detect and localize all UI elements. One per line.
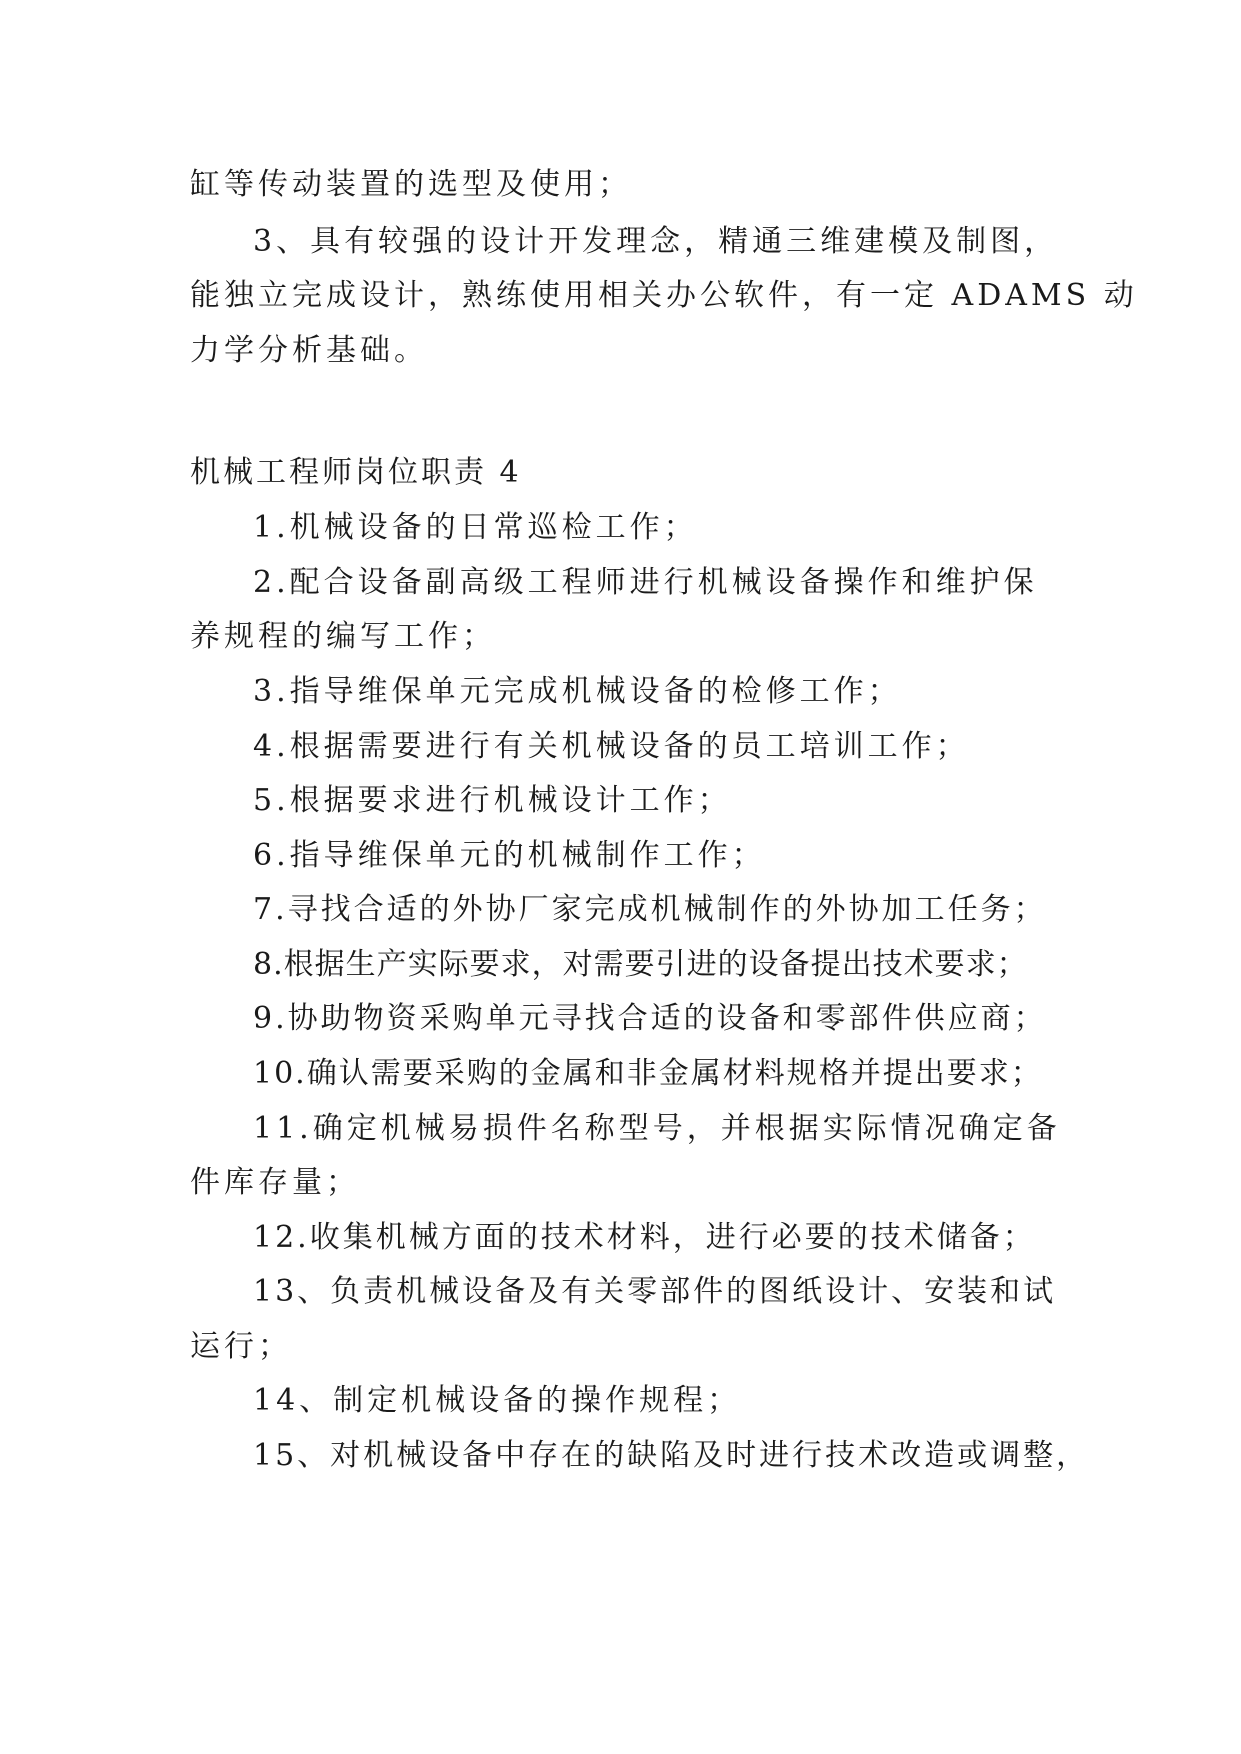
- list-item: 4.根据需要进行有关机械设备的员工培训工作；: [253, 729, 970, 764]
- text-line: 缸等传动装置的选型及使用；: [190, 167, 632, 202]
- list-item: 14、制定机械设备的操作规程；: [253, 1383, 742, 1418]
- list-item: 6.指导维保单元的机械制作工作；: [253, 838, 766, 873]
- list-item: 运行；: [190, 1329, 292, 1364]
- text-line: 力学分析基础。: [190, 333, 428, 368]
- list-item: 10.确认需要采购的金属和非金属材料规格并提出要求；: [253, 1056, 1043, 1091]
- list-item: 11.确定机械易损件名称型号，并根据实际情况确定备: [253, 1111, 1061, 1146]
- list-item: 15、对机械设备中存在的缺陷及时进行技术改造或调整，: [253, 1438, 1090, 1473]
- list-item: 2.配合设备副高级工程师进行机械设备操作和维护保: [253, 565, 1038, 600]
- text-line: 能独立完成设计，熟练使用相关办公软件，有一定 ADAMS 动: [190, 278, 1138, 313]
- list-item: 12.收集机械方面的技术材料，进行必要的技术储备；: [253, 1220, 1036, 1255]
- text-line: 3、具有较强的设计开发理念，精通三维建模及制图，: [253, 224, 1059, 259]
- list-item: 件库存量；: [190, 1165, 360, 1200]
- list-item: 13、负责机械设备及有关零部件的图纸设计、安装和试: [253, 1274, 1057, 1309]
- list-item: 5.根据要求进行机械设计工作；: [253, 783, 732, 818]
- list-item: 养规程的编写工作；: [190, 619, 496, 654]
- list-item: 7.寻找合适的外协厂家完成机械制作的外协加工任务；: [253, 892, 1047, 927]
- list-item: 1.机械设备的日常巡检工作；: [253, 510, 698, 545]
- list-item: 3.指导维保单元完成机械设备的检修工作；: [253, 674, 902, 709]
- section-title: 机械工程师岗位职责 4: [190, 455, 522, 490]
- list-item: 9.协助物资采购单元寻找合适的设备和零部件供应商；: [253, 1001, 1047, 1036]
- list-item: 8.根据生产实际要求，对需要引进的设备提出技术要求；: [253, 947, 1028, 982]
